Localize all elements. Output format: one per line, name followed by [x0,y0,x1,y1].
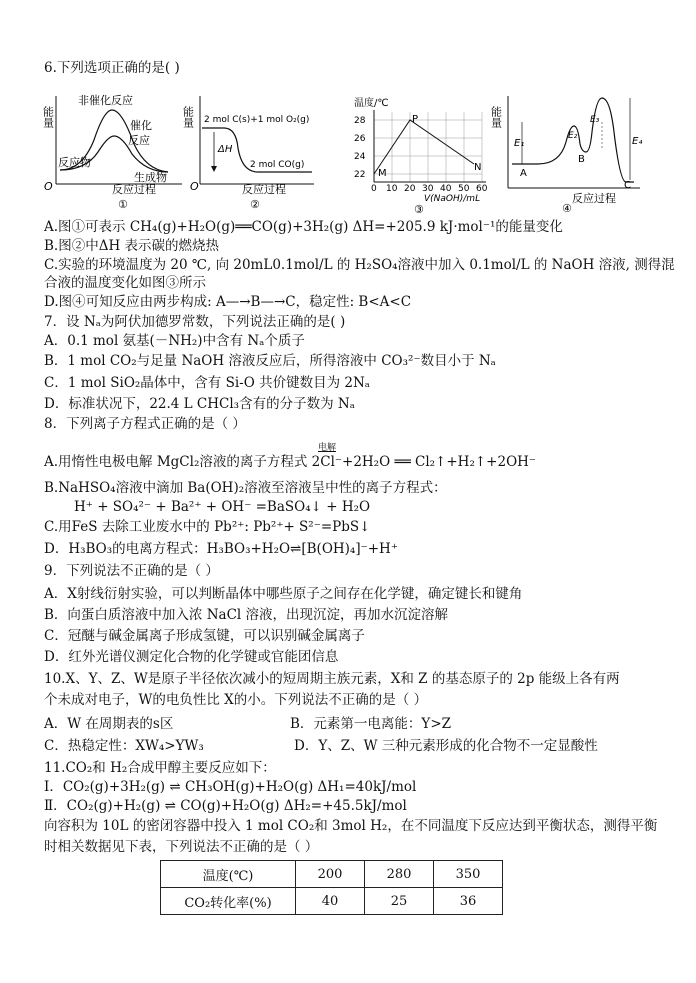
fig1-origin: O [44,180,53,193]
q10-option-b: B．元素第一电离能：Y>Z [290,716,452,732]
fig3-xtick-30: 30 [422,184,434,194]
fig3-ytick-26: 26 [354,134,366,144]
q9-option-d: D．红外光谱仪测定化合物的化学键或官能团信息 [44,649,339,665]
fig3-n: N [474,162,482,173]
fig2-dh: ΔH [218,144,233,155]
fig3-xtick-50: 50 [458,184,470,194]
figure-1-energy-diagram [42,92,190,212]
fig4-xlabel: 反应过程 [572,192,616,205]
fig3-ylabel: 温度/℃ [354,98,389,109]
fig3-xtick-40: 40 [440,184,452,194]
q10-option-c: C．热稳定性：XW₄>YW₃ [44,738,204,754]
q7-option-d: D．标准状况下，22.4 L CHCl₃含有的分子数为 Nₐ [44,396,355,412]
figure-2-energy-diagram [181,92,318,212]
q8-option-b: B.NaHSO₄溶液中滴加 Ba(OH)₂溶液至溶液呈中性的离子方程式： [44,480,447,496]
q7-option-c: C．1 mol SiO₂晶体中，含有 Si-O 共价键数目为 2Nₐ [44,375,370,391]
fig3-xtick-20: 20 [404,184,416,194]
q11-stem: 11.CO₂和 H₂合成甲醇主要反应如下： [44,760,276,776]
fig1-uncat-label: 非催化反应 [78,94,133,107]
q8-option-b-equation: H⁺ + SO₄²⁻ + Ba²⁺ + OH⁻ =BaSO₄↓ + H₂O [74,499,371,515]
fig1-product: 生成物 [134,171,167,184]
fig4-e1: E₁ [514,138,525,149]
fig1-cat-label1: 催化 [130,119,152,132]
fig2-num: ② [250,198,260,211]
q6-option-a: A.图①可表示 CH₄(g)+H₂O(g)══CO(g)+3H₂(g) ΔH=+205.9 kJ·mol⁻¹的能量变化 [44,219,563,235]
q11-reaction-1: Ⅰ．CO₂(g)+3H₂(g) ⇌ CH₃OH(g)+H₂O(g) ΔH₁=40kJ/mol [44,779,417,795]
table-cell: 40 [296,888,365,915]
fig3-ytick-22: 22 [354,170,366,180]
q11-paragraph-line2: 时相关数据见下表，下列说法不正确的是（ ） [44,839,319,855]
figure-4-energy-diagram [489,92,644,215]
fig4-e2: E₂ [568,131,578,141]
q11-data-table [160,860,503,915]
fig3-xtick-0: 0 [371,184,377,194]
figure-3-temperature-graph [352,92,492,216]
q10-stem-line2: 个未成对电子，W的电负性比 X的小。下列说法不正确的是（ ） [44,692,428,708]
q6-option-c-cont: 合液的温度变化如图③所示 [44,275,206,291]
fig4-e3: E₃ [590,115,600,125]
q11-reaction-2: Ⅱ．CO₂(g)+H₂(g) ⇌ CO(g)+H₂O(g) ΔH₂=+45.5kJ/mol [44,798,407,814]
table-row [161,888,503,915]
q10-option-d: D．Y、Z、W 三种元素形成的化合物不一定显酸性 [294,738,598,754]
q8-electrolysis-condition: 电解 [318,443,337,453]
fig4-ylabel: 能量 [489,106,503,128]
q6-stem: 6.下列选项正确的是( ) [44,60,180,76]
fig1-num: ① [118,198,128,211]
q6-option-c: C.实验的环境温度为 20 ℃, 向 20mL0.1mol/L 的 H₂SO₄溶液中加入 0.1mol/L 的 NaOH 溶液, 测得混 [44,257,675,273]
fig3-p: P [412,114,419,125]
fig4-e4: E₄ [632,136,643,147]
q8-option-d: D．H₃BO₃的电离方程式：H₃BO₃+H₂O⇌[B(OH)₄]⁻+H⁺ [44,541,398,557]
fig3-xtick-60: 60 [476,184,488,194]
table-cell: 36 [434,888,503,915]
fig2-top-label: 2 mol C(s)+1 mol O₂(g) [204,115,310,125]
fig4-a: A [520,168,527,179]
table-row [161,861,503,888]
fig4-c: C [624,180,631,191]
fig4-num: ④ [562,202,572,215]
fig2-xlabel: 反应过程 [242,183,286,196]
q9-option-a: A．X射线衍射实验，可以判断晶体中哪些原子之间存在化学键，确定键长和键角 [44,586,523,602]
fig3-ytick-24: 24 [354,152,366,162]
q11-paragraph-line1: 向容积为 10L 的密闭容器中投入 1 mol CO₂和 3mol H₂，在不同温度下反应达到平衡状态，测得平衡 [44,818,658,834]
table-cell: 25 [365,888,434,915]
fig1-cat-label2: 反应 [128,134,150,147]
q8-option-c: C.用FeS 去除工业废水中的 Pb²⁺: Pb²⁺+ S²⁻=PbS↓ [44,519,371,535]
fig1-reactant: 反应物 [58,156,91,169]
fig1-ylabel: 能量 [41,106,55,128]
fig2-bottom-label: 2 mol CO(g) [250,160,305,170]
fig3-num: ③ [414,203,424,216]
q9-option-b: B．向蛋白质溶液中加入浓 NaCl 溶液，出现沉淀，再加水沉淀溶解 [44,607,449,623]
table-header-conversion: CO₂转化率(%) [161,888,296,915]
fig1-xlabel: 反应过程 [112,183,156,196]
q6-option-b: B.图②中ΔH 表示碳的燃烧热 [44,238,220,254]
table-cell: 350 [434,861,503,888]
fig2-origin: O [190,180,199,193]
fig3-xtick-10: 10 [386,184,398,194]
fig2-ylabel: 能量 [181,106,195,128]
q7-stem: 7．设 Nₐ为阿伏加德罗常数，下列说法正确的是( ) [44,314,346,330]
fig3-xlabel: V(NaOH)/mL [424,194,481,204]
q10-option-a: A．W 在周期表的s区 [44,716,174,732]
q10-stem-line1: 10.X、Y、Z、W是原子半径依次减小的短周期主族元素，X和 Z 的基态原子的 2p 能级上各有两 [44,671,620,687]
table-cell: 280 [365,861,434,888]
table-header-temperature: 温度(℃) [161,861,296,888]
q7-option-a: A．0.1 mol 氨基(－NH₂)中含有 Nₐ个质子 [44,333,305,349]
q7-option-b: B．1 mol CO₂与足量 NaOH 溶液反应后，所得溶液中 CO₃²⁻数目小于 Nₐ [44,353,496,369]
table-cell: 200 [296,861,365,888]
fig3-ytick-28: 28 [354,116,366,126]
q9-stem: 9．下列说法不正确的是（ ） [44,563,219,579]
q8-stem: 8．下列离子方程式正确的是（ ） [44,416,246,432]
fig3-m: M [378,168,387,179]
q9-option-c: C．冠醚与碱金属离子形成氢键，可以识别碱金属离子 [44,628,365,644]
fig4-b: B [578,154,585,165]
q6-option-d: D.图④可知反应由两步构成: A—→B—→C，稳定性: B<A<C [44,294,412,310]
q8-option-a: A.用惰性电极电解 MgCl₂溶液的离子方程式 2Cl⁻+2H₂O ══ Cl₂↑+H₂↑+2OH⁻ [44,454,537,470]
